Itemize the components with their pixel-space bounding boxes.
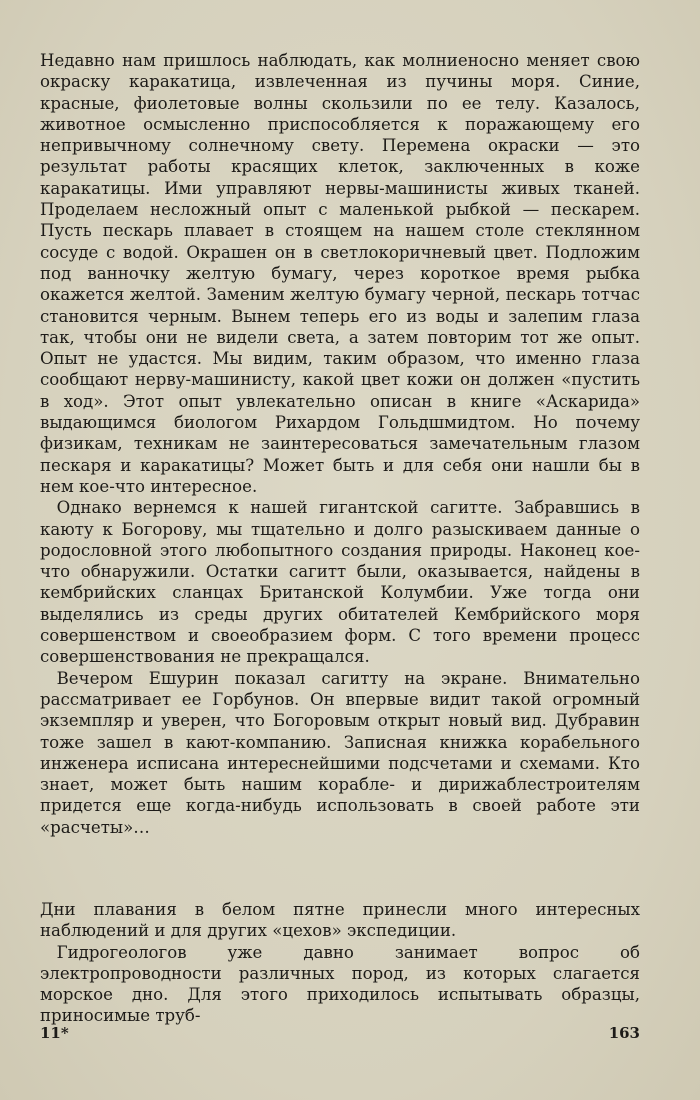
paragraph-cuttlefish: Недавно нам пришлось наблюдать, как молниеносно меняет свою окраску каракатица, извлеченная из пучины моря. Синие, красные, фиолетовые волны скользили по ее телу. Казалось, животное осмысленно приспособляется к поражающему его непривычному солнечному свету. Перемена окраски — это результат работы красящих клеток, заключенных в коже каракатицы. Ими управляют нервы-машинисты живых тканей. Проделаем несложный опыт с маленькой рыбкой — пескарем. Пусть пескарь плавает в стоящем на нашем столе стеклянном сосуде с водой. Окрашен он в светлокоричневый цвет. Подложим под ванночку желтую бумагу, через короткое время рыбка окажется желтой. Заменим желтую бумагу черной, пескарь тотчас становится черным. Вынем теперь его из воды и залепим глаза так, чтобы они не видели света, а затем повторим тот же опыт. Опыт не удастся. Мы видим, таким образом, что именно глаза сообщают нерву-машинисту, какой цвет кожи он должен «пустить в ход». Этот опыт увлекательно описан в книге «Аскарида» выдающимся биологом Рихардом Гольдшмидтом. Но почему физикам, техникам не заинтересоваться замечательным глазом пескаря и каракатицы? Может быть и для себя они нашли бы в нем кое-что интересное. xyxy=(40,51,640,496)
text-block-lower xyxy=(40,899,640,1027)
paragraph-hydrogeologists: Гидрогеологов уже давно занимает вопрос об электропроводности различных пород, из которых слагается морское дно. Для этого приходилось испытывать образцы, приносимые труб- xyxy=(40,942,640,1026)
signature-mark: 11* xyxy=(40,1024,69,1042)
text-block-upper xyxy=(40,50,640,838)
page-number: 163 xyxy=(608,1024,640,1042)
paragraph-sagitta-origin: Однако вернемся к нашей гигантской сагитте. Забравшись в каюту к Богорову, мы тщательно и долго разыскиваем данные о родословной этого любопытного создания природы. Наконец кое-что обнаружили. Остатки сагитт были, оказывается, найдены в кембрийских сланцах Британской Колумбии. Уже тогда они выделялись из среды других обитателей Кембрийского моря совершенством и своеобразием форм. С того времени процесс совершенствования не прекращался. xyxy=(40,498,640,667)
paragraph-evening-screen: Вечером Ешурин показал сагитту на экране. Внимательно рассматривает ее Горбунов. Он впервые видит такой огромный экземпляр и уверен, что Богоровым открыт новый вид. Дубравин тоже зашел в кают-компанию. Записная книжка корабельного инженера исписана интереснейшими подсчетами и схемами. Кто знает, может быть нашим корабле- и дирижаблестроителям придется еще когда-нибудь использовать в своей работе эти «расчеты»… xyxy=(40,668,640,837)
paragraph-voyage-days: Дни плавания в белом пятне принесли много интересных наблюдений и для других «цехов» экспедиции. xyxy=(40,900,640,941)
